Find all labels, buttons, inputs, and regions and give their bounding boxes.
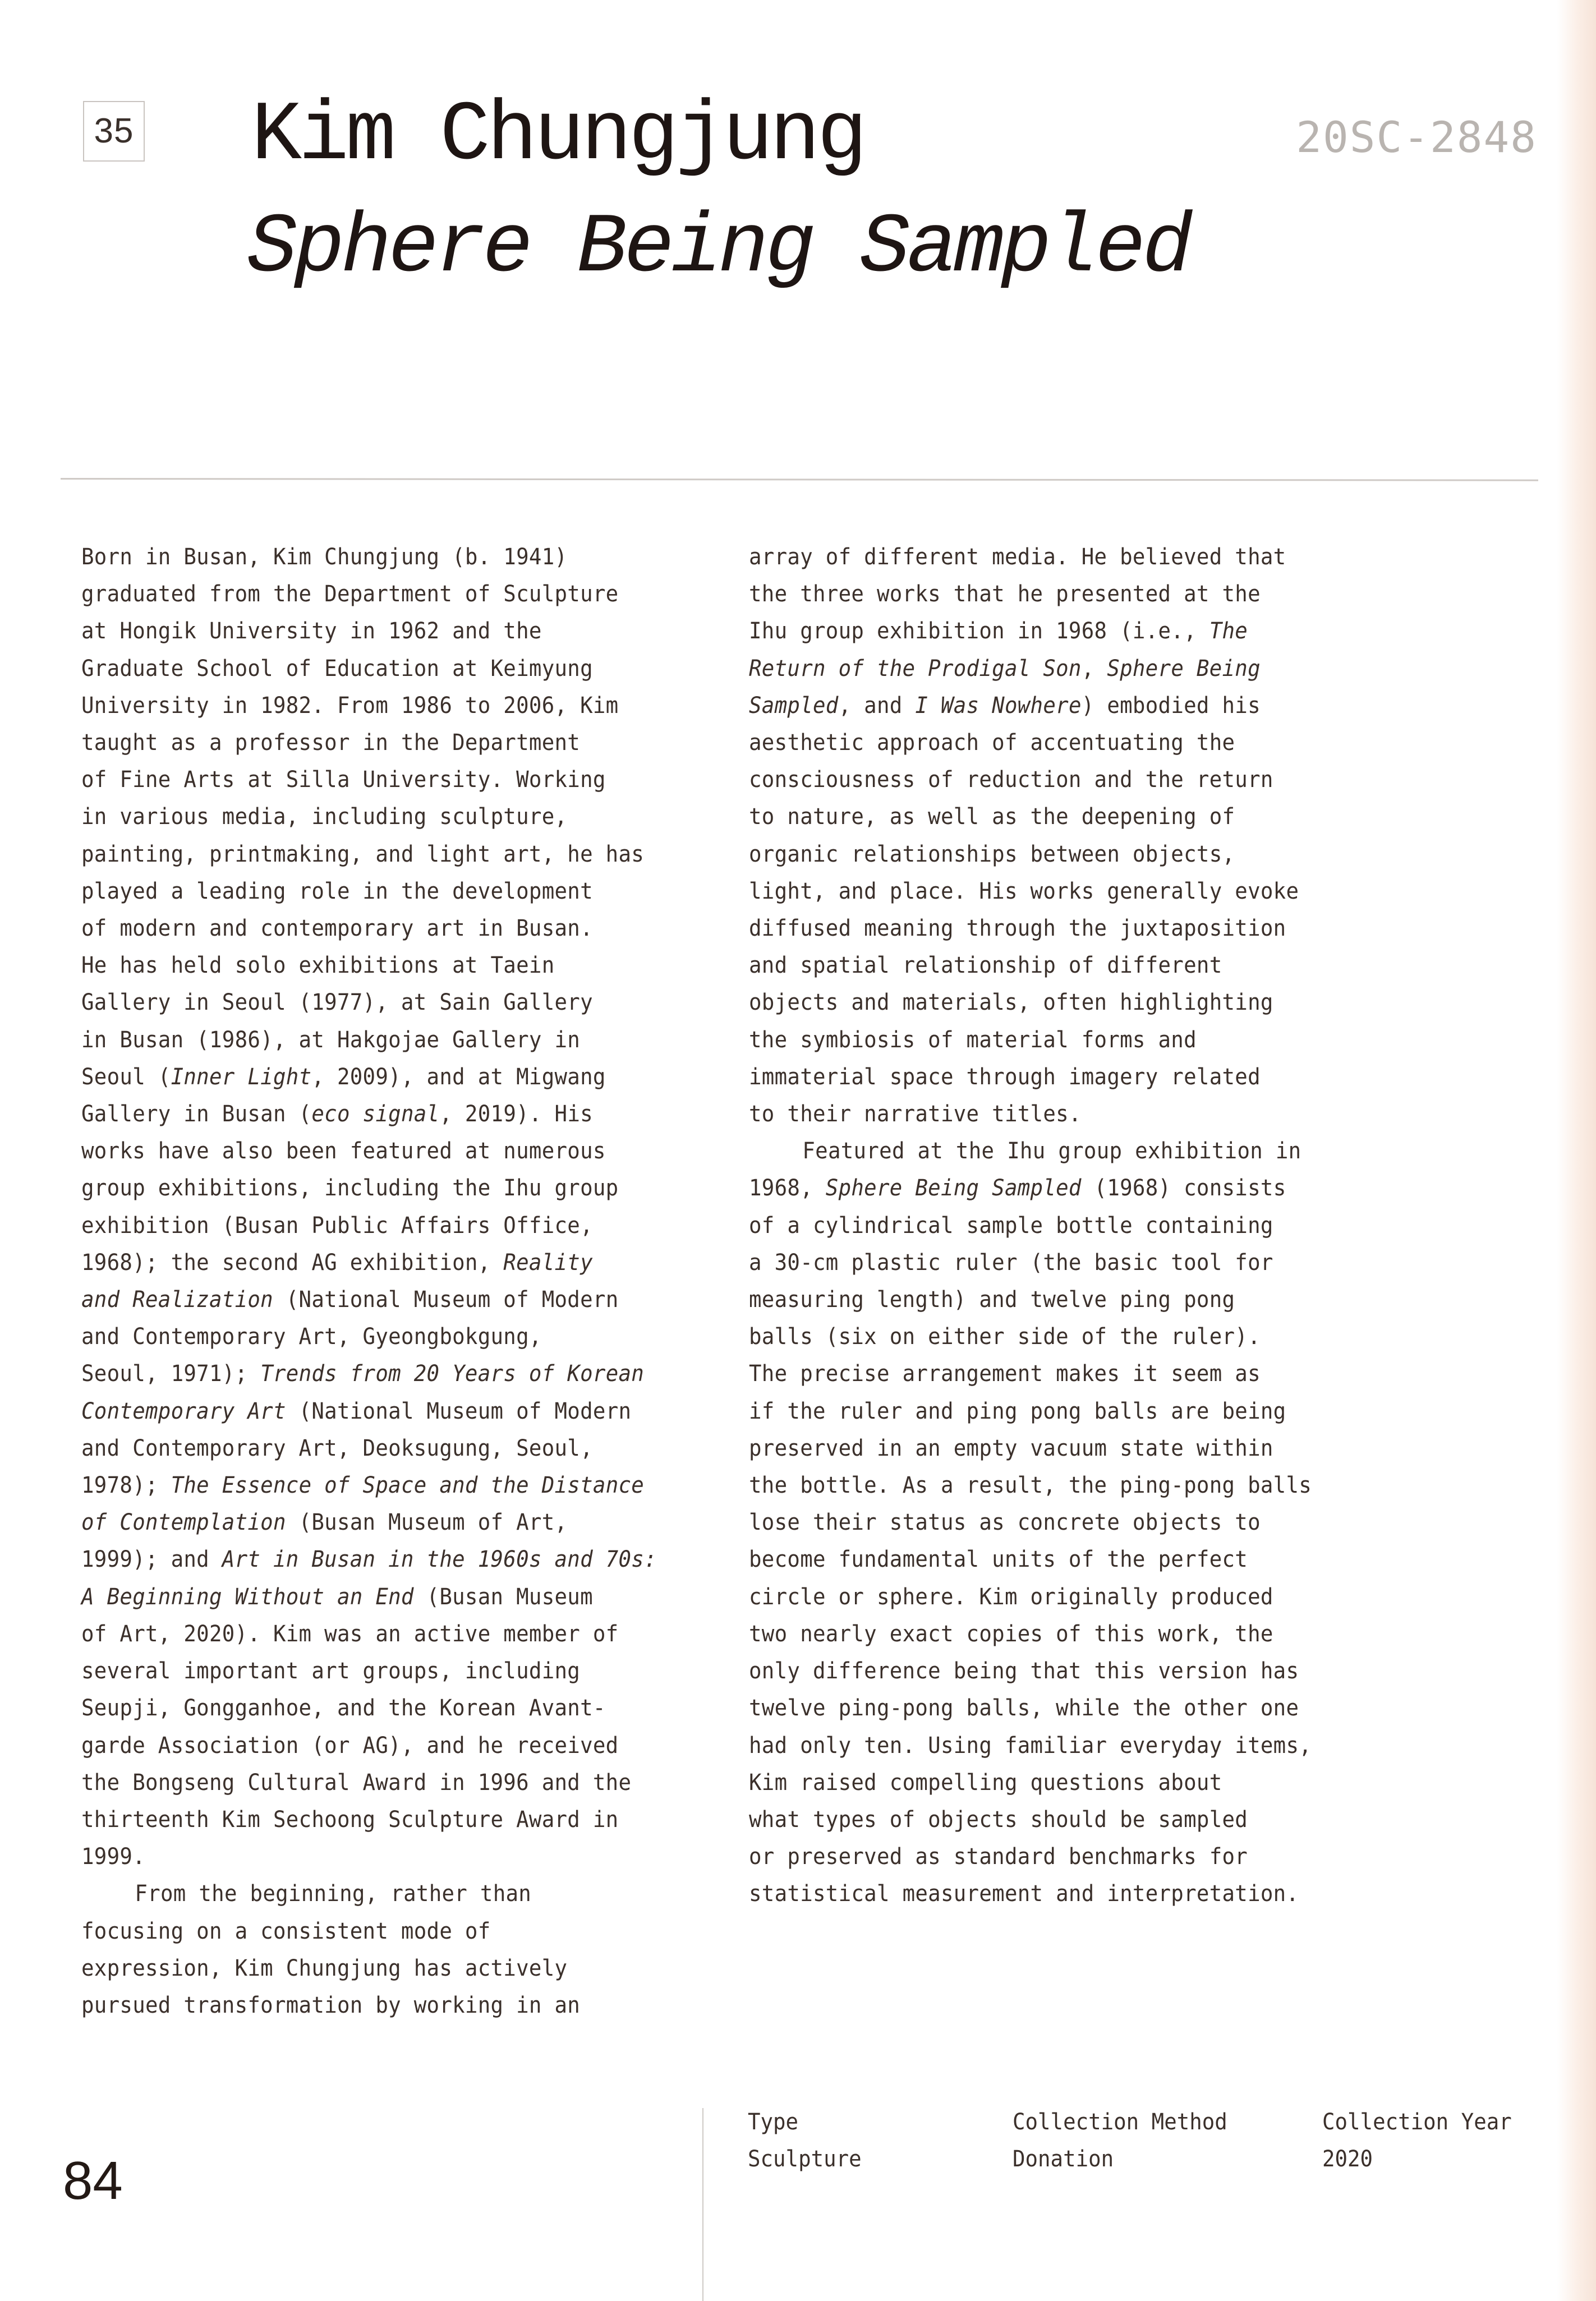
body-text-line: preserved in an empty vacuum state within xyxy=(749,1435,1273,1461)
body-text-line xyxy=(81,1355,690,1392)
body-text-segment: (National Museum of Modern xyxy=(273,1287,619,1313)
metadata-type xyxy=(748,2104,870,2178)
body-text-line: Featured at the Ihu group exhibition in xyxy=(802,1138,1301,1165)
footer-divider xyxy=(702,2108,703,2301)
body-text-segment: , 2009), and at Migwang xyxy=(311,1064,606,1090)
italic-work-title: Contemporary Art xyxy=(81,1398,286,1424)
body-text-segment: (National Museum of Modern xyxy=(286,1398,632,1424)
entry-number-badge: 35 xyxy=(83,101,145,162)
body-text-line: From the beginning, rather than xyxy=(135,1881,532,1907)
artist-name: Kim Chungjung xyxy=(251,89,864,184)
artwork-title: Sphere Being Sampled xyxy=(247,201,1190,296)
body-text-segment: , xyxy=(1081,655,1107,682)
metadata-year-value: 2020 xyxy=(1322,2146,1373,2172)
body-text-line: consciousness of reduction and the return xyxy=(749,767,1273,793)
body-text-line: light, and place. His works generally evoke xyxy=(749,878,1299,904)
body-text-line: played a leading role in the development xyxy=(81,878,593,904)
body-text-line: what types of objects should be sampled xyxy=(749,1806,1248,1833)
body-text-line: twelve ping-pong balls, while the other one xyxy=(749,1695,1299,1722)
body-text-segment: Ihu group exhibition in 1968 (i.e., xyxy=(749,618,1209,645)
italic-work-title: Sampled xyxy=(749,692,839,719)
body-text-line: Gallery in Seoul (1977), at Sain Gallery xyxy=(81,990,593,1016)
body-text-segment: 1968); the second AG exhibition, xyxy=(81,1249,504,1276)
metadata-method-label: Collection Method xyxy=(1013,2109,1227,2135)
italic-work-title: eco signal xyxy=(311,1101,440,1128)
body-text-segment: Gallery in Busan ( xyxy=(81,1101,312,1128)
body-text-line: thirteenth Kim Sechoong Sculpture Award in xyxy=(81,1806,619,1833)
body-text-line: of a cylindrical sample bottle containing xyxy=(749,1212,1273,1239)
italic-work-title: and Realization xyxy=(81,1287,273,1313)
metadata-type-label: Type xyxy=(748,2109,799,2135)
body-text-line: and Contemporary Art, Gyeongbokgung, xyxy=(81,1324,542,1350)
body-text-segment: , 2019). His xyxy=(439,1101,593,1128)
body-text-line: University in 1982. From 1986 to 2006, Kim xyxy=(81,692,619,719)
body-text-line: lose their status as concrete objects to xyxy=(749,1510,1261,1536)
metadata-type-value: Sculpture xyxy=(748,2146,862,2172)
body-text-line: and spatial relationship of different xyxy=(749,952,1222,979)
body-text-line: focusing on a consistent mode of xyxy=(81,1918,491,1944)
body-text-line xyxy=(81,1541,690,1578)
body-text-line: to their narrative titles. xyxy=(749,1101,1082,1128)
italic-work-title: A Beginning Without an End xyxy=(81,1584,414,1610)
body-text-segment: 1968, xyxy=(749,1175,826,1202)
body-text-line xyxy=(81,1504,690,1541)
body-text-line: group exhibitions, including the Ihu group xyxy=(81,1175,619,1202)
body-text-line: several important art groups, including xyxy=(81,1658,581,1685)
body-text-line xyxy=(749,613,1358,650)
body-text-line: statistical measurement and interpretation. xyxy=(749,1881,1299,1907)
body-text-line: Kim raised compelling questions about xyxy=(749,1769,1222,1796)
body-text-segment: (Busan Museum xyxy=(413,1584,593,1610)
body-text-line: aesthetic approach of accentuating the xyxy=(749,730,1235,756)
body-text-line: graduated from the Department of Sculpture xyxy=(81,581,619,608)
body-text-line: garde Association (or AG), and he received xyxy=(81,1732,619,1759)
body-text-line: to nature, as well as the deepening of xyxy=(749,804,1235,830)
page-edge-shadow xyxy=(1557,0,1596,2301)
metadata-collection-year xyxy=(1322,2104,1525,2178)
body-text-line: the bottle. As a result, the ping-pong balls xyxy=(749,1472,1312,1499)
body-text-line xyxy=(81,1096,690,1133)
body-text-line: the Bongseng Cultural Award in 1996 and the xyxy=(81,1769,632,1796)
body-text-line: 1999. xyxy=(81,1844,145,1870)
body-text-line: works have also been featured at numerous xyxy=(81,1138,606,1165)
body-text-line xyxy=(749,1170,1358,1207)
body-text-line: if the ruler and ping pong balls are being xyxy=(749,1398,1286,1424)
italic-work-title: Return of the Prodigal Son xyxy=(749,655,1082,682)
body-text-segment: (Busan Museum of Art, xyxy=(286,1510,568,1536)
body-text-line xyxy=(81,1579,690,1616)
body-text-line: painting, printmaking, and light art, he has xyxy=(81,841,645,867)
italic-work-title: Sphere Being Sampled xyxy=(825,1175,1082,1202)
body-column-right xyxy=(749,539,1400,1913)
catalog-number: 20SC-2848 xyxy=(1296,112,1537,162)
body-text-line: of Fine Arts at Silla University. Working xyxy=(81,767,606,793)
italic-work-title: Reality xyxy=(503,1249,593,1276)
metadata-collection-method xyxy=(1013,2104,1242,2178)
body-text-line: taught as a professor in the Department xyxy=(81,730,581,756)
body-text-line: pursued transformation by working in an xyxy=(81,1992,581,2018)
body-text-line: Graduate School of Education at Keimyung xyxy=(81,655,593,682)
body-text-line: immaterial space through imagery related xyxy=(749,1064,1261,1090)
body-text-line: array of different media. He believed that xyxy=(749,544,1286,570)
italic-work-title: of Contemplation xyxy=(81,1510,286,1536)
body-text-line: in various media, including sculpture, xyxy=(81,804,568,830)
metadata-method-value: Donation xyxy=(1013,2146,1114,2172)
body-text-line: only difference being that this version has xyxy=(749,1658,1299,1685)
body-text-line: the three works that he presented at the xyxy=(749,581,1261,608)
body-text-line: circle or sphere. Kim originally produced xyxy=(749,1584,1273,1610)
body-text-line: and Contemporary Art, Deoksugung, Seoul, xyxy=(81,1435,593,1461)
italic-work-title: I Was Nowhere xyxy=(915,692,1082,719)
body-text-line xyxy=(81,1467,690,1504)
body-text-line: expression, Kim Chungjung has actively xyxy=(81,1955,568,1981)
body-text-segment: Seoul ( xyxy=(81,1064,171,1090)
header-divider xyxy=(61,478,1538,481)
body-text-line: the symbiosis of material forms and xyxy=(749,1027,1197,1053)
body-column-left xyxy=(81,539,732,2024)
body-text-line xyxy=(749,687,1358,724)
body-text-line xyxy=(81,1393,690,1430)
body-text-segment: (1968) consists xyxy=(1081,1175,1286,1202)
italic-work-title: Sphere Being xyxy=(1107,655,1261,682)
body-text-line: or preserved as standard benchmarks for xyxy=(749,1844,1248,1870)
body-text-segment: 1978); xyxy=(81,1472,171,1499)
body-text-segment: ) embodied his xyxy=(1081,692,1261,719)
body-text-line xyxy=(81,1281,690,1318)
body-text-line: two nearly exact copies of this work, the xyxy=(749,1621,1273,1647)
italic-work-title: The xyxy=(1209,618,1248,645)
body-text-line: objects and materials, often highlighting xyxy=(749,990,1273,1016)
italic-work-title: The Essence of Space and the Distance xyxy=(171,1472,645,1499)
body-text-line: He has held solo exhibitions at Taein xyxy=(81,952,555,979)
metadata-year-label: Collection Year xyxy=(1322,2109,1512,2135)
body-text-line: of modern and contemporary art in Busan. xyxy=(81,915,593,942)
italic-work-title: Art in Busan in the 1960s and 70s: xyxy=(222,1547,657,1573)
body-text-line: had only ten. Using familiar everyday items, xyxy=(749,1732,1312,1759)
body-text-line: The precise arrangement makes it seem as xyxy=(749,1361,1261,1387)
page-number: 84 xyxy=(63,2151,123,2211)
body-text-line: at Hongik University in 1962 and the xyxy=(81,618,542,645)
body-text-segment: Seoul, 1971); xyxy=(81,1361,261,1387)
body-text-line: organic relationships between objects, xyxy=(749,841,1235,867)
body-text-segment: , and xyxy=(838,692,916,719)
body-text-line: of Art, 2020). Kim was an active member of xyxy=(81,1621,619,1647)
body-text-line xyxy=(81,1244,690,1281)
body-text-line: diffused meaning through the juxtaposition xyxy=(749,915,1286,942)
body-text-line: exhibition (Busan Public Affairs Office, xyxy=(81,1212,593,1239)
body-text-line: Seupji, Gongganhoe, and the Korean Avant- xyxy=(81,1695,606,1722)
body-text-line: a 30-cm plastic ruler (the basic tool for xyxy=(749,1249,1273,1276)
body-text-line: measuring length) and twelve ping pong xyxy=(749,1287,1235,1313)
body-text-line: become fundamental units of the perfect xyxy=(749,1547,1248,1573)
body-text-line: balls (six on either side of the ruler). xyxy=(749,1324,1261,1350)
body-text-line: in Busan (1986), at Hakgojae Gallery in xyxy=(81,1027,581,1053)
body-text-line xyxy=(749,650,1358,687)
body-text-segment: 1999); and xyxy=(81,1547,222,1573)
body-text-line: Born in Busan, Kim Chungjung (b. 1941) xyxy=(81,544,568,570)
italic-work-title: Trends from 20 Years of Korean xyxy=(260,1361,645,1387)
body-text-line xyxy=(81,1059,690,1096)
italic-work-title: Inner Light xyxy=(171,1064,312,1090)
